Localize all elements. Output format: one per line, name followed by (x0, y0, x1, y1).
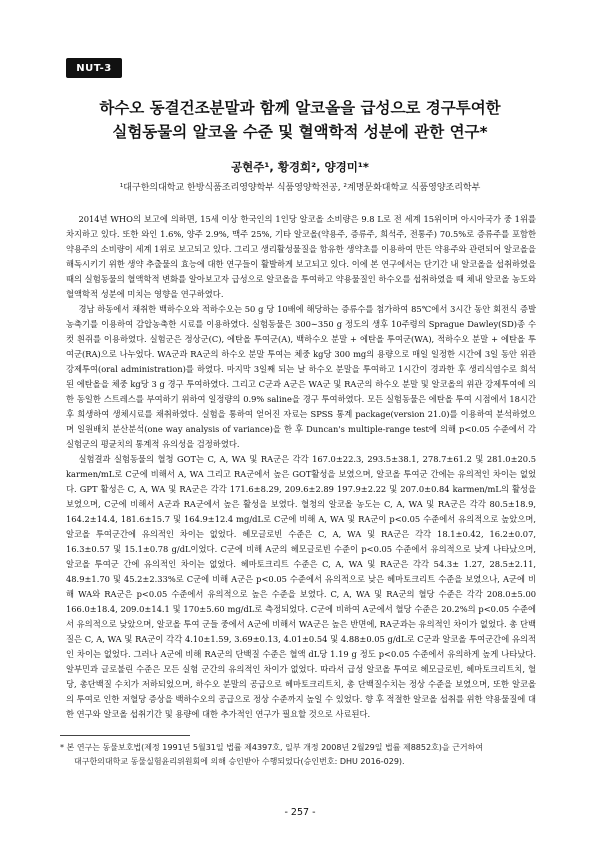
footnote (60, 741, 540, 769)
footnote-line-1: * 본 연구는 동물보호법(제정 1991년 5월31일 법률 제4397호, 일부 개정 2008년 2월29일 법률 제8852호)을 근거하여 (60, 743, 484, 752)
session-badge: NUT-3 (66, 58, 122, 78)
paper-title (40, 96, 560, 144)
authors: 공현주¹, 황경희², 양경미¹* (231, 160, 369, 174)
affiliation: ¹대구한의대학교 한방식품조리영양학부 식품영양학전공, ²계명문화대학교 식품영양조리학부 (119, 183, 481, 193)
title-line-2: 실험동물의 알코올 수준 및 혈액학적 성분에 관한 연구* (112, 123, 488, 141)
footnote-line-2: 대구한의대학교 동물실험윤리위원회에 의해 승인받아 수행되었다(승인번호: DHU 2016-029). (74, 757, 405, 766)
paragraph-intro: 2014년 WHO의 보고에 의하면, 15세 이상 한국인의 1인당 알코올 소비량은 9.8 L로 전 세계 15위이며 아시아국가 중 1위를 차지하고 있다. 또한 와인 1.6%, 양주 2.9%, 맥주 25%, 기타 알코올(약용주, 증류주, 희석주, 전통주) 70.5%로 증류주를 포함한 약용주의 소비량이 세계 1위로 보고되고 있다. 그리고 생리활성물질을 함유한 생약초를 이용하여 만든 약용주와 관련되어 알코올을 해독시키기 위한 생약 추출물의 효능에 대한 연구들이 활발하게 보고되고 있다. 이에 본 연구에서는 단기간 내 알코올을 섭취하였을 때의 실험동물의 혈액학적 변화를 알아보고자 급성으로 알코올을 투여하고 약용물질인 하수오를 섭취하였을 때 체내 알코올 농도와 혈액학적 성분에 미치는 영향을 연구하였다. (66, 214, 536, 299)
title-line-1: 하수오 동결건조분말과 함께 알코올을 급성으로 경구투여한 (99, 99, 501, 117)
abstract-body (66, 212, 536, 722)
footnote-divider (60, 735, 190, 736)
page-number: - 257 - (284, 807, 316, 818)
paragraph-methods: 경남 하동에서 채취한 백하수오와 적하수오는 50 g 당 10배에 해당하는 증류수를 첨가하여 85℃에서 3시간 동안 회전식 증발농축기를 이용하여 감압농축한 시료를 이용하였다. 실험동물은 300∼350 g 정도의 생후 10주령의 Sprague Dawley(SD)종 수컷 흰쥐를 이용하였다. 실험군은 정상군(C), 에탄올 투여군(A), 백하수오 분말 + 에탄올 투여군(WA), 적하수오 분말 + 에탄올 투여군(RA)으로 나누었다. WA군과 RA군의 하수오 분말 투여는 체중 kg당 300 mg의 용량으로 매일 일정한 시간에 3일 동안 위관 강제투여(oral administration)를 하였다. 마지막 3일째 되는 날 하수오 분말을 투여하고 1시간이 경과한 후 생리식염수로 희석된 에탄올을 체중 kg당 3 g 경구 투여하였다. 그리고 C군과 A군은 WA군 및 RA군의 하수오 분말 및 알코올의 위관 강제투여에 의한 동일한 스트레스를 부여하기 위하여 일정량의 0.9% saline을 경구 투여하였다. 모든 실험동물은 에탄올 투여 시점에서 18시간 후 희생하여 생체시료를 채취하였다. 실험을 통하여 얻어진 자료는 SPSS 통계 package(version 21.0)를 이용하여 분석하였으며 일원배치 분산분석(one way analysis of variance)을 한 후 Duncan's multiple-range test에 의해 p<0.05 수준에서 각 실험군의 평균치의 통계적 유의성을 검정하였다. (66, 304, 536, 449)
paragraph-results: 실험결과 실험동물의 혈청 GOT는 C, A, WA 및 RA군은 각각 167.0±22.3, 293.5±38.1, 278.7±61.2 및 281.0±20.5 karmen/mL로 C군에 비해서 A, WA 그리고 RA군에서 높은 GOT활성을 보였으며, 알코올 투여군 간에는 유의적인 차이는 없었다. GPT 활성은 C, A, WA 및 RA군은 각각 171.6±8.29, 209.6±2.89 197.9±2.22 및 207.0±0.84 karmen/mL의 활성을 보였으며, C군에 비해서 A군과 RA군에서 높은 활성을 보였다. 혈청의 알코올 농도는 C, A, WA 및 RA군은 각각 80.5±18.9, 164.2±14.4, 181.6±15.7 및 164.9±12.4 mg/dL로 C군에 비해 A, WA 및 RA군이 p<0.05 수준에서 유의적으로 높았으며, 알코올 투여군간에 유의적인 차이는 없었다. 헤모글로빈 수준은 C, A, WA 및 RA군은 각각 18.1±0.42, 16.2±0.07, 16.3±0.57 및 15.1±0.78 g/dL이었다. C군에 비해 A군의 헤모글로빈 수준이 p<0.05 수준에서 유의적으로 낮게 나타났으며, 알코올 투여군 간에 유의적인 차이는 없었다. 헤마토크리트 수준은 C, A, WA 및 RA군은 각각 54.3± 1.27, 28.5±2.11, 48.9±1.70 및 45.2±2.33%로 C군에 비해 A군은 p<0.05 수준에서 유의적으로 낮은 헤마토크리트 수준을 보였으나, A군에 비해 WA와 RA군은 p<0.05 수준에서 유의적으로 높은 수준을 보였다. C, A, WA 및 RA군의 혈당 수준은 각각 208.0±5.00 166.0±18.4, 209.0±14.1 및 170±5.60 mg/dL로 측정되었다. C군에 비하여 A군에서 혈당 수준은 20.2%의 p<0.05 수준에서 유의적으로 낮았으며, 알코올 투여 군들 중에서 A군에 비해서 WA군은 높은 반면에, RA군과는 유의적인 차이가 없었다. 총 단백질은 C, A, WA 및 RA군이 각각 4.10±1.59, 3.69±0.13, 4.01±0.54 및 4.88±0.05 g/dL로 C군과 알코올 투여군간에 유의적인 차이는 없었다. 그러나 A군에 비해 RA군의 단백질 수준은 혈액 dL당 1.19 g 정도 p<0.05 수준에서 유의하게 높게 나타났다. 알부민과 글로불린 수준은 모든 실험 군간의 유의적인 차이가 없었다. 따라서 급성 알코올 투여로 헤모글로빈, 헤마토크리트치, 혈당, 총단백질 수치가 저하되었으며, 하수오 분말의 공급으로 헤마토크리트치, 총 단백질수치는 정상 수준을 보였으며, 또한 알코올의 투여로 인한 저혈당 증상을 백하수오의 공급으로 정상 수준까지 높일 수 있었다. 향 후 적절한 알코올 섭취를 위한 약용물질에 대한 연구와 알코올 섭취기간 및 용량에 대한 추가적인 연구가 필요할 것으로 사료된다. (66, 454, 536, 719)
